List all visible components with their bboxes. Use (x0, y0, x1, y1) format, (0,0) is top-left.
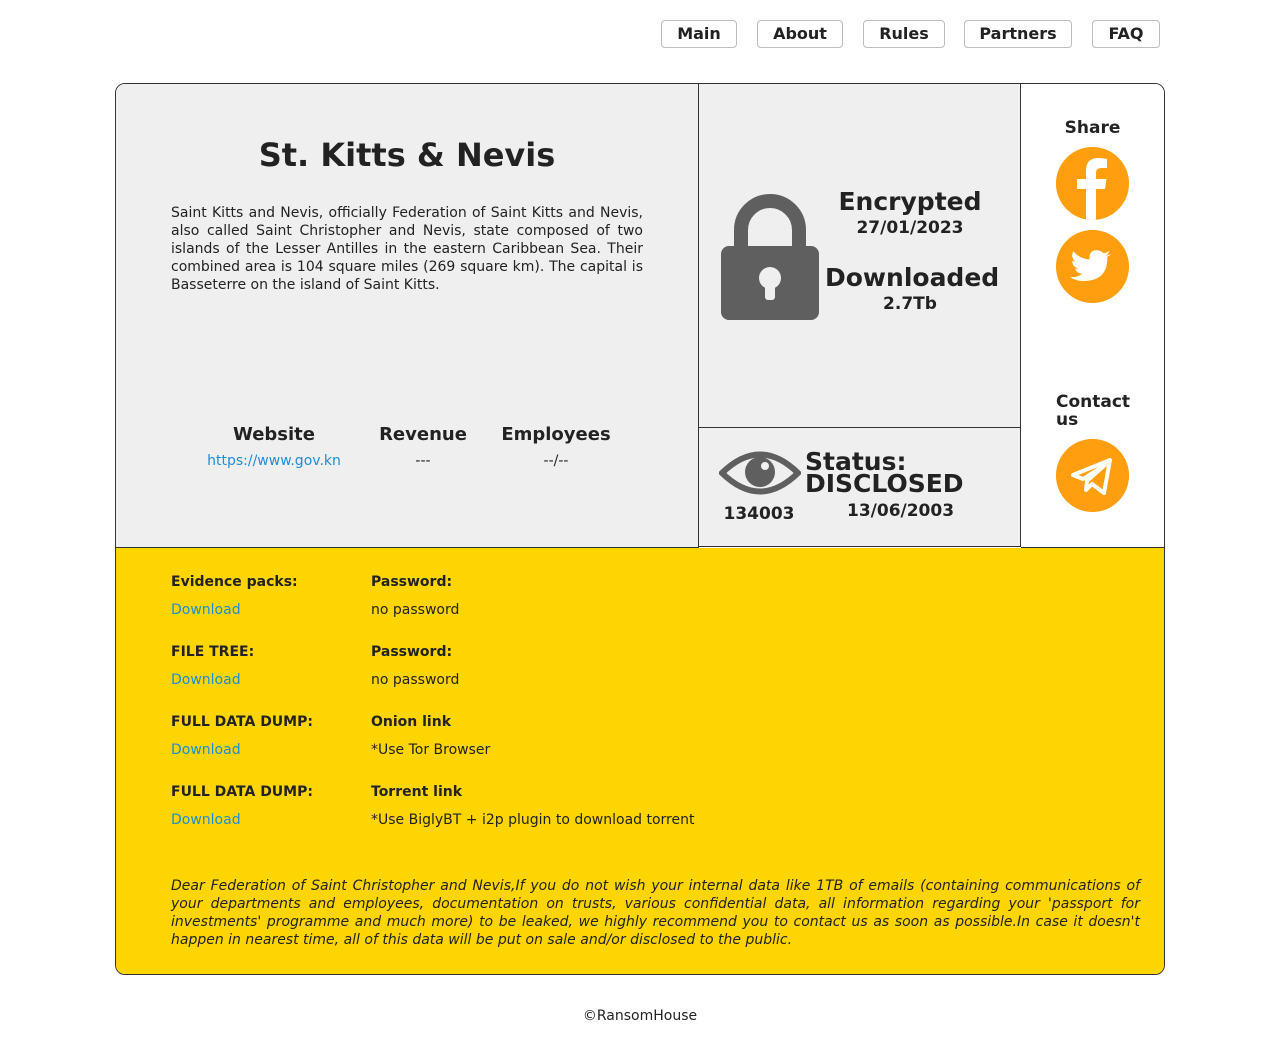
nav-about-button[interactable]: About (757, 20, 843, 48)
ransom-message: Dear Federation of Saint Christopher and Nevis,If you do not wish your internal data like 1TB of emails (containing communications of your departments and employees, documentation on trusts, various confidential data, all information regarding your 'passport for investments' programme and much more) to be leaked, we highly recommend you to contact us as soon as possible.In case it doesn't happen in nearest time, all of this data will be put on sale and/or disclosed to the public. (171, 878, 1140, 948)
card-top (116, 84, 1164, 547)
download-row-label: FULL DATA DUMP: (171, 714, 313, 730)
victim-description: Saint Kitts and Nevis, officially Federation of Saint Kitts and Nevis, also called Saint Christopher and Nevis, state composed of two islands of the Lesser Antilles in the eastern Caribbean Sea. Their combined area is 104 square miles (269 square km). The capital is Basseterre on the island of Saint Kitts. (171, 205, 643, 293)
password-value: no password (371, 672, 460, 688)
status-panel (699, 428, 1021, 547)
employees-value: --/-- (543, 453, 569, 469)
view-count: 134003 (723, 504, 795, 524)
top-nav (0, 20, 1280, 48)
nav-faq-button[interactable]: FAQ (1092, 20, 1160, 48)
encryption-panel (699, 84, 1021, 428)
downloaded-label: Downloaded (825, 263, 1000, 292)
downloaded-size: 2.7Tb (883, 294, 937, 314)
download-link[interactable]: Download (171, 602, 241, 618)
password-value: no password (371, 602, 460, 618)
status-label: Status: (805, 447, 907, 476)
download-row-label: FILE TREE: (171, 644, 255, 660)
torrent-link-label: Torrent link (371, 784, 463, 800)
status-date: 13/06/2003 (847, 501, 955, 521)
website-label: Website (232, 424, 315, 445)
download-row-label: Evidence packs: (171, 574, 298, 590)
nav-main-button[interactable]: Main (661, 20, 737, 48)
onion-link-label: Onion link (371, 714, 452, 730)
employees-stat (496, 424, 616, 470)
website-stat (192, 424, 356, 470)
victim-title: St. Kitts & Nevis (258, 136, 556, 174)
download-link[interactable]: Download (171, 672, 241, 688)
torrent-link-note: *Use BiglyBT + i2p plugin to download torrent (371, 812, 695, 828)
contact-title: Contact us (1056, 392, 1131, 430)
revenue-label: Revenue (379, 424, 467, 445)
lock-icon (719, 188, 821, 322)
nav-rules-button[interactable]: Rules (863, 20, 945, 48)
download-link[interactable]: Download (171, 812, 241, 828)
password-label: Password: (371, 574, 453, 590)
encrypted-label: Encrypted (838, 187, 982, 216)
downloaded-block (825, 263, 1000, 314)
share-title: Share (1064, 118, 1121, 138)
revenue-stat (371, 424, 475, 470)
eye-icon (719, 446, 801, 500)
victim-info-panel (116, 84, 699, 548)
download-link[interactable]: Download (171, 742, 241, 758)
footer-copyright: ©RansomHouse (582, 1008, 698, 1024)
victim-card (115, 83, 1165, 975)
telegram-icon[interactable] (1056, 439, 1129, 512)
share-panel (1021, 84, 1164, 548)
employees-label: Employees (501, 424, 611, 445)
twitter-icon[interactable] (1056, 230, 1129, 303)
website-link[interactable]: https://www.gov.kn (207, 453, 341, 469)
revenue-value: --- (415, 453, 431, 469)
status-value: DISCLOSED (805, 469, 964, 498)
nav-partners-button[interactable]: Partners (964, 20, 1072, 48)
facebook-icon[interactable] (1056, 147, 1129, 220)
encrypted-block (825, 188, 995, 238)
download-row-label: FULL DATA DUMP: (171, 784, 313, 800)
encrypted-date: 27/01/2023 (856, 218, 964, 238)
password-label: Password: (371, 644, 453, 660)
downloads-panel (116, 548, 1164, 974)
onion-link-note: *Use Tor Browser (371, 742, 491, 758)
